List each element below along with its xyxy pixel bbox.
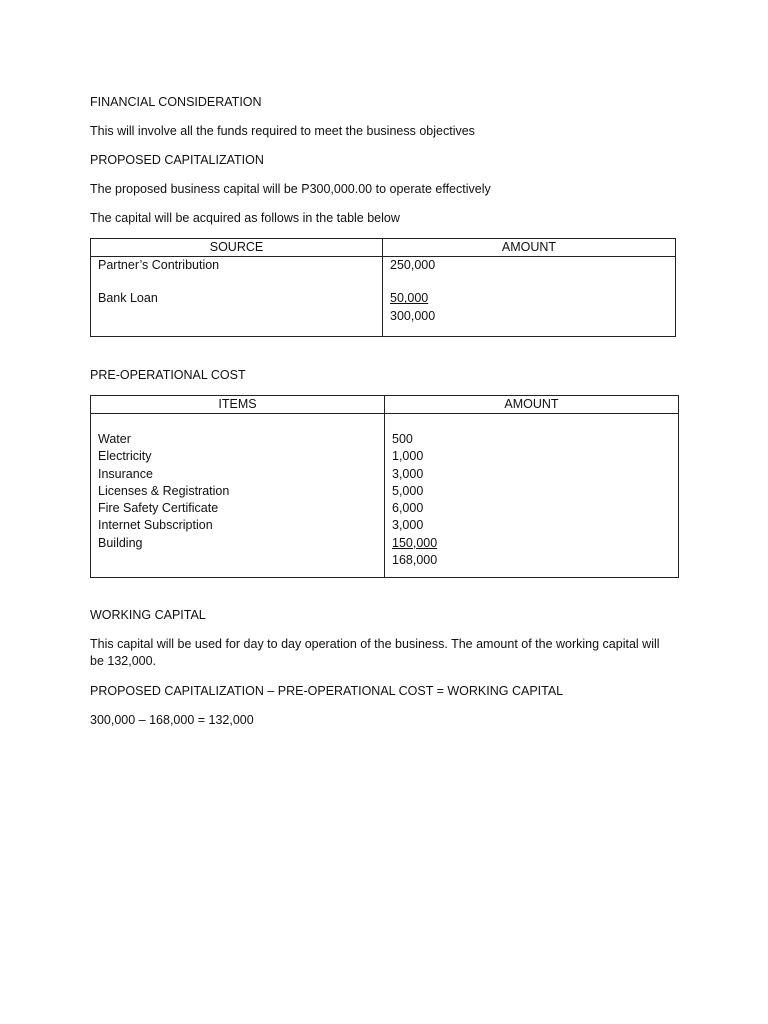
- amount-building: 150,000: [392, 535, 438, 550]
- amount-partner-contribution: 250,000: [390, 258, 436, 272]
- amount-insurance: 3,000: [392, 466, 424, 481]
- item-licenses: Licenses & Registration: [98, 483, 230, 498]
- working-desc-line2: be 132,000.: [90, 654, 157, 668]
- preop-heading: PRE-OPERATIONAL COST: [90, 368, 246, 382]
- capitalization-heading: PROPOSED CAPITALIZATION: [90, 153, 264, 167]
- amount-water: 500: [392, 432, 413, 446]
- working-heading: WORKING CAPITAL: [90, 608, 206, 622]
- amount-internet: 3,000: [392, 518, 424, 533]
- preop-table-body: [91, 414, 679, 578]
- working-desc-line1: This capital will be used for day to day operation of the business. The amount of the working capital will: [90, 637, 660, 651]
- source-cell: [91, 257, 383, 337]
- capital-table-header: [91, 239, 676, 257]
- amount-cell: [383, 257, 676, 337]
- financial-heading: FINANCIAL CONSIDERATION: [90, 95, 262, 109]
- items-cell: [91, 414, 385, 578]
- item-electricity: Electricity: [98, 449, 152, 464]
- item-fire-safety: Fire Safety Certificate: [98, 501, 219, 516]
- items-header: ITEMS: [91, 396, 385, 414]
- working-formula: PROPOSED CAPITALIZATION – PRE-OPERATIONAL COST = WORKING CAPITAL: [90, 684, 564, 698]
- amount-electricity: 1,000: [392, 449, 424, 464]
- amount-capital-total: 300,000: [390, 308, 436, 323]
- capital-sources-table: [90, 238, 676, 337]
- amount-licenses: 5,000: [392, 483, 424, 498]
- item-insurance: Insurance: [98, 466, 153, 481]
- preop-cost-table: [90, 395, 679, 578]
- capitalization-line2: The capital will be acquired as follows in the table below: [90, 211, 400, 225]
- source-bank-loan: Bank Loan: [98, 291, 158, 306]
- amount-preop-total: 168,000: [392, 553, 438, 568]
- document-page: [90, 94, 680, 728]
- item-internet: Internet Subscription: [98, 518, 213, 533]
- amount-fire-safety: 6,000: [392, 501, 424, 516]
- amount-bank-loan: 50,000: [390, 291, 429, 306]
- capital-table-body: [91, 257, 676, 337]
- item-building: Building: [98, 535, 143, 550]
- capitalization-line1: The proposed business capital will be P300,000.00 to operate effectively: [90, 182, 491, 196]
- source-partner-contribution: Partner’s Contribution: [98, 258, 220, 272]
- item-water: Water: [98, 432, 131, 446]
- source-header: SOURCE: [91, 239, 383, 257]
- preop-amount-header: AMOUNT: [385, 396, 679, 414]
- financial-intro: This will involve all the funds required to meet the business objectives: [90, 124, 475, 138]
- working-desc: [90, 636, 680, 670]
- preop-table-header: [91, 396, 679, 414]
- preop-amounts-cell: [385, 414, 679, 578]
- working-calculation: 300,000 – 168,000 = 132,000: [90, 713, 254, 727]
- amount-header: AMOUNT: [383, 239, 676, 257]
